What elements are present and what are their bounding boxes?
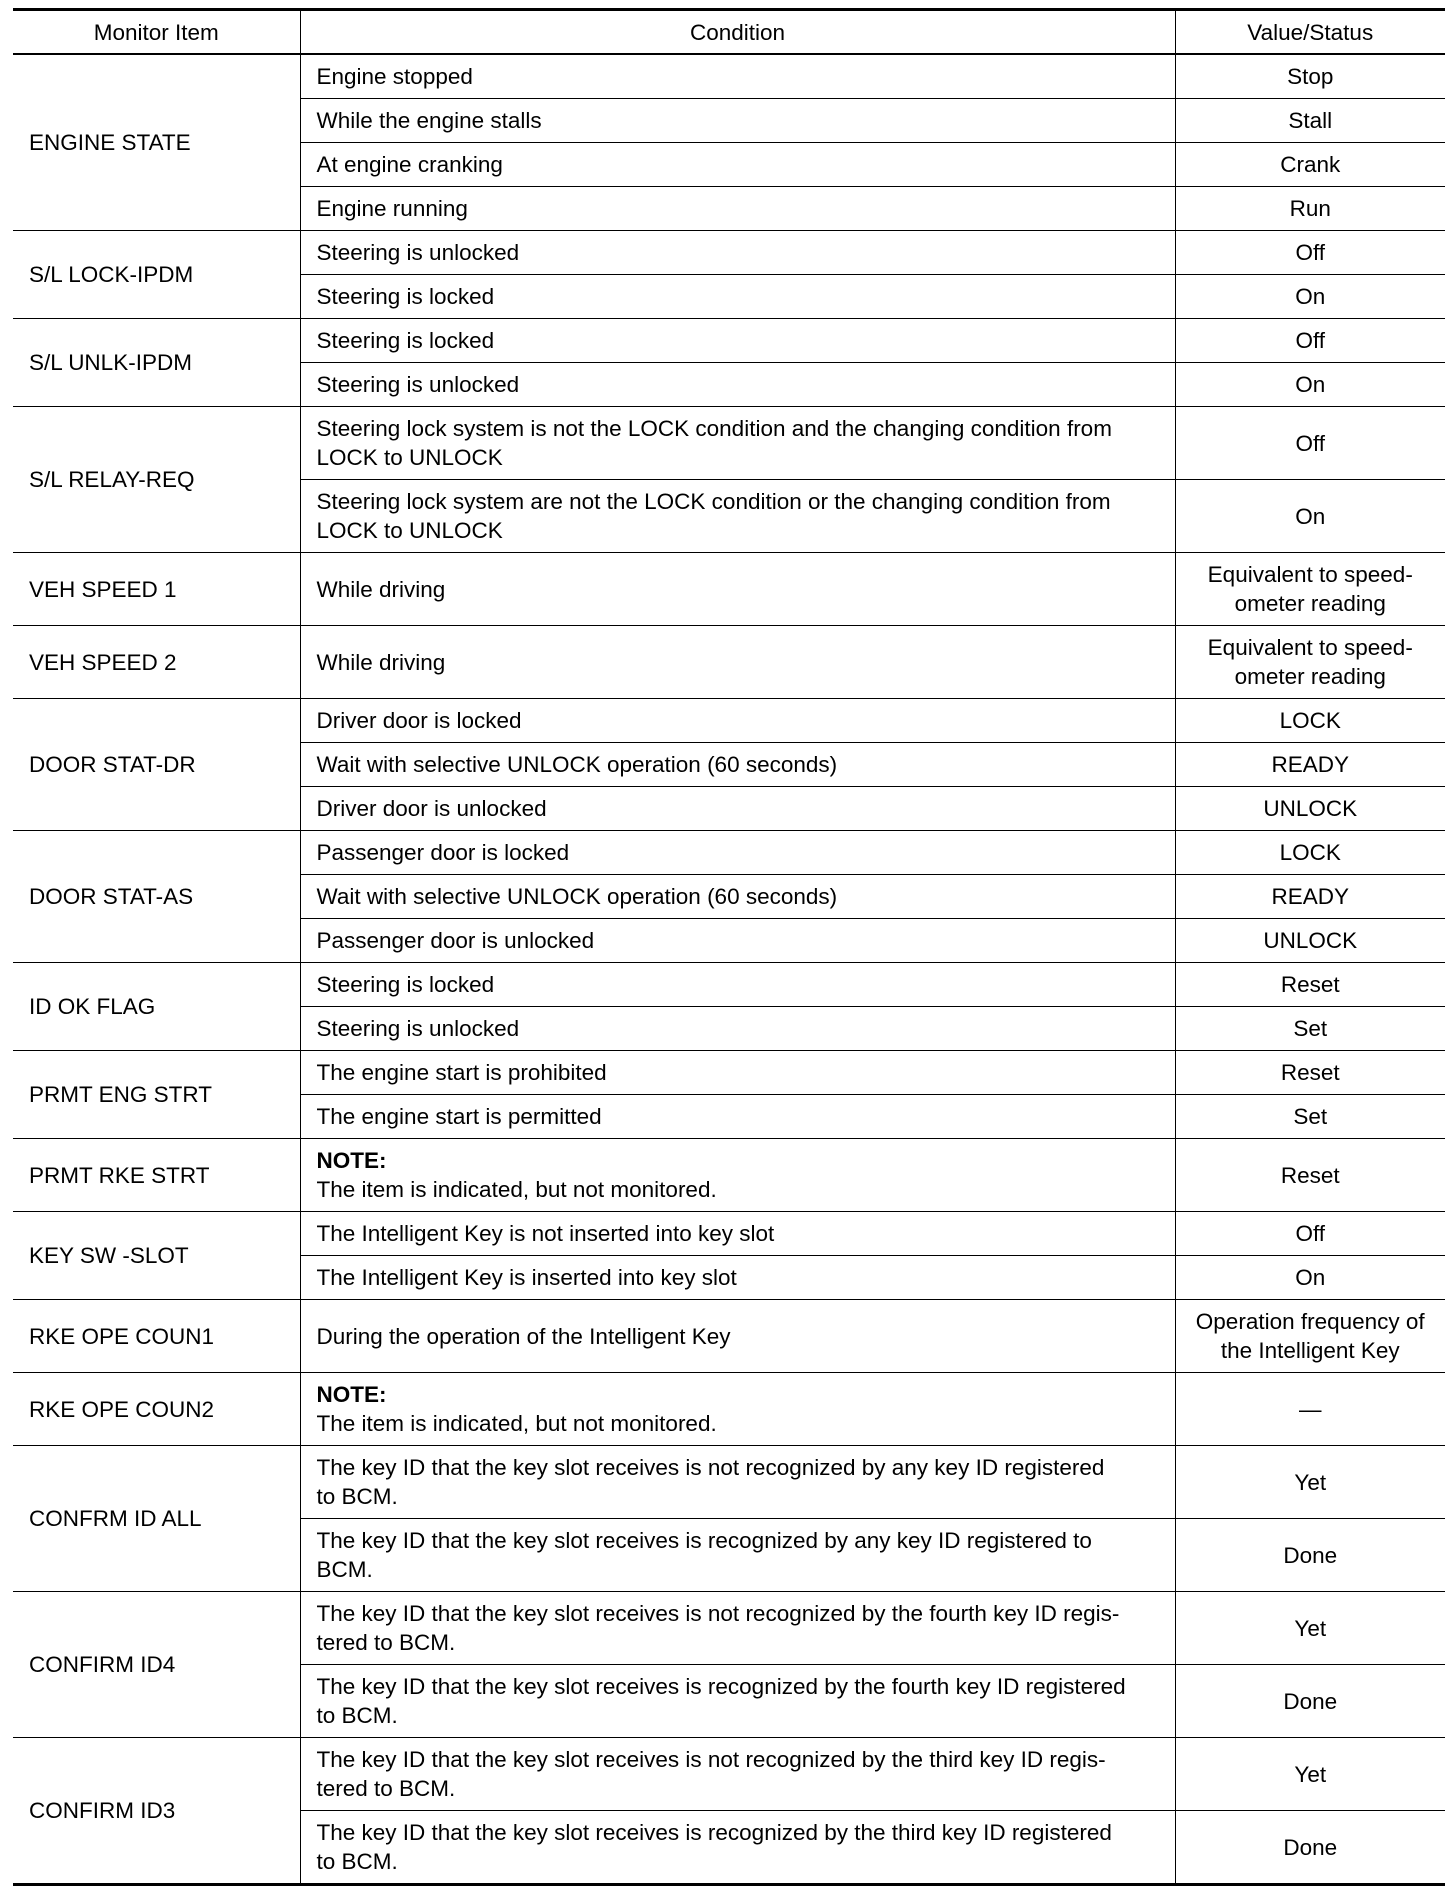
condition-cell: Engine running [300, 187, 1175, 231]
note-text: The item is indicated, but not monitored. [316, 1411, 717, 1436]
condition-cell: Steering is unlocked [300, 1007, 1175, 1051]
condition-line: The key ID that the key slot receives is not recognized by any key ID registered [316, 1455, 1105, 1480]
table-row [13, 1592, 1445, 1665]
value-line: the Intelligent Key [1220, 1338, 1400, 1363]
value-status-cell [1175, 553, 1445, 626]
monitor-item-cell: ID OK FLAG [13, 963, 300, 1051]
condition-cell [300, 1665, 1175, 1738]
monitor-item-cell: CONFIRM ID3 [13, 1738, 300, 1885]
table-row [13, 1139, 1445, 1212]
condition-cell [300, 1446, 1175, 1519]
value-status-cell: Stop [1175, 54, 1445, 99]
condition-cell: Steering is locked [300, 275, 1175, 319]
value-status-cell: READY [1175, 743, 1445, 787]
monitor-item-cell: S/L RELAY-REQ [13, 407, 300, 553]
value-status-cell: READY [1175, 875, 1445, 919]
value-status-cell [1175, 1300, 1445, 1373]
value-status-cell: Crank [1175, 143, 1445, 187]
value-status-cell: LOCK [1175, 831, 1445, 875]
condition-cell [300, 407, 1175, 480]
condition-line: The key ID that the key slot receives is recognized by the fourth key ID registered [316, 1674, 1126, 1699]
value-status-cell: Reset [1175, 1051, 1445, 1095]
value-status-cell: On [1175, 480, 1445, 553]
condition-cell: Wait with selective UNLOCK operation (60 seconds) [300, 875, 1175, 919]
value-status-cell: On [1175, 363, 1445, 407]
value-line: ometer reading [1234, 664, 1386, 689]
table-row [13, 1373, 1445, 1446]
header-monitor-item: Monitor Item [13, 10, 300, 55]
note-label: NOTE: [316, 1148, 387, 1173]
condition-cell: While driving [300, 553, 1175, 626]
table-row [13, 1738, 1445, 1811]
table-row [13, 1300, 1445, 1373]
value-line: ometer reading [1234, 591, 1386, 616]
header-row [13, 10, 1445, 55]
monitor-item-cell: DOOR STAT-DR [13, 699, 300, 831]
value-status-cell: Off [1175, 1212, 1445, 1256]
header-value-status: Value/Status [1175, 10, 1445, 55]
monitor-item-cell: VEH SPEED 2 [13, 626, 300, 699]
condition-line: The key ID that the key slot receives is recognized by the third key ID registered [316, 1820, 1112, 1845]
table-row [13, 319, 1445, 363]
value-status-cell: Done [1175, 1519, 1445, 1592]
value-status-cell: Yet [1175, 1592, 1445, 1665]
value-status-cell: — [1175, 1373, 1445, 1446]
value-status-cell: On [1175, 1256, 1445, 1300]
table-row [13, 831, 1445, 875]
condition-cell: Steering is locked [300, 319, 1175, 363]
condition-cell: Driver door is unlocked [300, 787, 1175, 831]
condition-cell: The Intelligent Key is inserted into key slot [300, 1256, 1175, 1300]
condition-cell [300, 1373, 1175, 1446]
value-status-cell: Off [1175, 319, 1445, 363]
value-line: Equivalent to speed- [1207, 562, 1413, 587]
condition-line: Steering lock system is not the LOCK condition and the changing condition from [316, 416, 1112, 441]
condition-line: The key ID that the key slot receives is not recognized by the third key ID regis- [316, 1747, 1106, 1772]
value-status-cell: Run [1175, 187, 1445, 231]
condition-line: tered to BCM. [316, 1776, 456, 1801]
condition-cell [300, 1139, 1175, 1212]
value-status-cell: Set [1175, 1095, 1445, 1139]
monitor-item-cell: DOOR STAT-AS [13, 831, 300, 963]
value-status-cell: Yet [1175, 1738, 1445, 1811]
condition-cell: While the engine stalls [300, 99, 1175, 143]
monitor-item-cell: S/L LOCK-IPDM [13, 231, 300, 319]
condition-line: to BCM. [316, 1484, 398, 1509]
header-condition: Condition [300, 10, 1175, 55]
condition-cell [300, 1592, 1175, 1665]
monitor-item-cell: CONFRM ID ALL [13, 1446, 300, 1592]
value-status-cell: Yet [1175, 1446, 1445, 1519]
value-status-cell: LOCK [1175, 699, 1445, 743]
condition-line: The key ID that the key slot receives is not recognized by the fourth key ID regis- [316, 1601, 1120, 1626]
monitor-item-cell: VEH SPEED 1 [13, 553, 300, 626]
value-status-cell [1175, 626, 1445, 699]
table-row [13, 553, 1445, 626]
condition-line: LOCK to UNLOCK [316, 445, 503, 470]
note-label: NOTE: [316, 1382, 387, 1407]
condition-cell: Passenger door is locked [300, 831, 1175, 875]
condition-cell [300, 1811, 1175, 1885]
table-row [13, 699, 1445, 743]
value-status-cell: UNLOCK [1175, 787, 1445, 831]
condition-cell: The engine start is prohibited [300, 1051, 1175, 1095]
value-status-cell: Done [1175, 1665, 1445, 1738]
table-row [13, 407, 1445, 480]
condition-line: BCM. [316, 1557, 373, 1582]
monitor-item-cell: PRMT ENG STRT [13, 1051, 300, 1139]
table-row [13, 54, 1445, 99]
condition-cell: While driving [300, 626, 1175, 699]
monitor-item-cell: CONFIRM ID4 [13, 1592, 300, 1738]
value-status-cell: Set [1175, 1007, 1445, 1051]
condition-line: to BCM. [316, 1703, 398, 1728]
monitor-item-cell: S/L UNLK-IPDM [13, 319, 300, 407]
condition-cell: At engine cranking [300, 143, 1175, 187]
table-row [13, 1446, 1445, 1519]
table-row [13, 963, 1445, 1007]
value-status-cell: On [1175, 275, 1445, 319]
condition-cell: Passenger door is unlocked [300, 919, 1175, 963]
value-status-cell: UNLOCK [1175, 919, 1445, 963]
monitor-item-table [13, 8, 1445, 1886]
value-line: Operation frequency of [1195, 1309, 1425, 1334]
condition-line: The key ID that the key slot receives is recognized by any key ID registered to [316, 1528, 1092, 1553]
condition-cell: During the operation of the Intelligent Key [300, 1300, 1175, 1373]
condition-line: tered to BCM. [316, 1630, 456, 1655]
condition-cell [300, 1519, 1175, 1592]
condition-cell: The engine start is permitted [300, 1095, 1175, 1139]
table-row [13, 1212, 1445, 1256]
table-body [13, 54, 1445, 1885]
monitor-item-cell: ENGINE STATE [13, 54, 300, 231]
monitor-item-cell: RKE OPE COUN1 [13, 1300, 300, 1373]
condition-cell: The Intelligent Key is not inserted into key slot [300, 1212, 1175, 1256]
monitor-item-cell: KEY SW -SLOT [13, 1212, 300, 1300]
condition-cell: Steering is unlocked [300, 231, 1175, 275]
table-row [13, 1051, 1445, 1095]
monitor-item-cell: RKE OPE COUN2 [13, 1373, 300, 1446]
condition-line: to BCM. [316, 1849, 398, 1874]
value-status-cell: Off [1175, 407, 1445, 480]
value-status-cell: Reset [1175, 963, 1445, 1007]
condition-cell: Steering is locked [300, 963, 1175, 1007]
table-row [13, 231, 1445, 275]
monitor-item-cell: PRMT RKE STRT [13, 1139, 300, 1212]
note-text: The item is indicated, but not monitored. [316, 1177, 717, 1202]
condition-line: Steering lock system are not the LOCK condition or the changing condition from [316, 489, 1111, 514]
value-line: Equivalent to speed- [1207, 635, 1413, 660]
condition-cell [300, 480, 1175, 553]
condition-cell [300, 1738, 1175, 1811]
value-status-cell: Done [1175, 1811, 1445, 1885]
value-status-cell: Off [1175, 231, 1445, 275]
value-status-cell: Reset [1175, 1139, 1445, 1212]
condition-cell: Wait with selective UNLOCK operation (60 seconds) [300, 743, 1175, 787]
condition-cell: Driver door is locked [300, 699, 1175, 743]
value-status-cell: Stall [1175, 99, 1445, 143]
condition-cell: Steering is unlocked [300, 363, 1175, 407]
condition-line: LOCK to UNLOCK [316, 518, 503, 543]
condition-cell: Engine stopped [300, 54, 1175, 99]
table-row [13, 626, 1445, 699]
